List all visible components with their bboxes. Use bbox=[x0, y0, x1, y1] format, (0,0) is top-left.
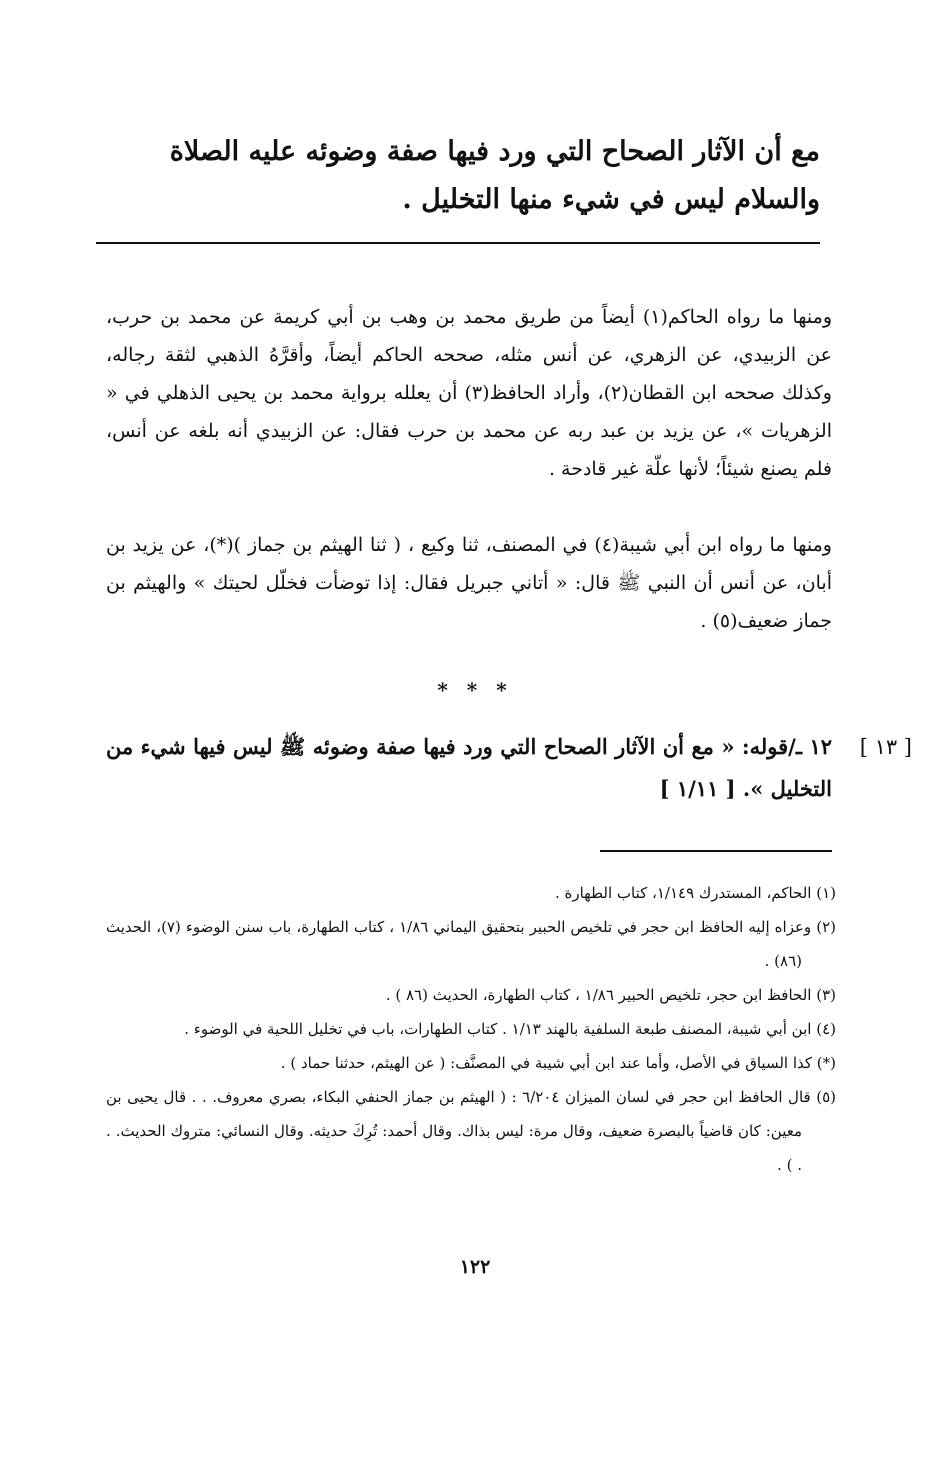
entry-quote: ١٢ ـ/قوله: « مع أن الآثار الصحاح التي ورد فيها صفة وضوئه ﷺ ليس فيها شيء من التخليل ». [ ١/١١ ] bbox=[106, 734, 832, 801]
header-divider bbox=[96, 242, 820, 244]
running-header: مع أن الآثار الصحاح التي ورد فيها صفة وضوئه عليه الصلاة والسلام ليس في شيء منها التخليل . bbox=[169, 136, 820, 215]
body-paragraph: ومنها ما رواه الحاكم(١) أيضاً من طريق محمد بن وهب بن أبي كريمة عن محمد بن حرب، عن الزبيدي، عن الزهري، عن أنس مثله، صححه الحاكم أيضاً، وأقرَّهُ الذهبي لثقة رجاله، وكذلك صححه ابن القطان(٢)، وأراد الحافظ(٣) أن يعلله برواية محمد بن يحيى الذهلي في « الزهريات »، عن يزيد بن عبد ربه عن محمد بن حرب فقال: عن الزبيدي أنه بلغه عن أنس، فلم يصنع شيئاً؛ لأنها علّة غير قادحة . bbox=[106, 306, 832, 480]
section-separator: * * * bbox=[437, 678, 513, 702]
footnote-divider bbox=[600, 850, 832, 852]
body-paragraph: ومنها ما رواه ابن أبي شيبة(٤) في المصنف، ثنا وكيع ، ( ثنا الهيثم بن جماز )(*)، عن يزيد بن أبان، عن أنس أن النبي ﷺ قال: « أتاني جبريل فقال: إذا توضأت فخلّل لحيتك » والهيثم بن جماز ضعيف(٥) . bbox=[106, 534, 832, 632]
entry-number: [ ١٣ ] bbox=[859, 735, 912, 759]
footnote: (١) الحاكم، المستدرك ١/١٤٩، كتاب الطهارة . bbox=[554, 884, 836, 902]
footnote: (٣) الحافظ ابن حجر، تلخيص الحبير ١/٨٦ ، كتاب الطهارة، الحديث (٨٦ ) . bbox=[385, 986, 836, 1004]
page-number: ١٢٢ bbox=[459, 1256, 491, 1278]
footnote: (٢) وعزاه إليه الحافظ ابن حجر في تلخيص الحبير بتحقيق اليماني ١/٨٦ ، كتاب الطهارة، باب سنن الوضوء (٧)، الحديث (٨٦) . bbox=[106, 918, 836, 970]
footnotes bbox=[106, 876, 836, 1182]
footnote: (*) كذا السياق في الأصل، وأما عند ابن أبي شيبة في المصنَّف: ( عن الهيثم، حدثنا حماد ) . bbox=[280, 1054, 836, 1072]
footnote: (٥) قال الحافظ ابن حجر في لسان الميزان ٦/٢٠٤ : ( الهيثم بن جماز الحنفي البكاء، بصري معروف. . . قال يحيى بن معين: كان قاضياً بالبصرة ضعيف، وقال مرة: ليس بذاك. وقال أحمد: تُرِكَ حديثه. وقال النسائي: متروك الحديث. . . ) . bbox=[106, 1088, 836, 1174]
footnote: (٤) ابن أبي شيبة، المصنف طبعة السلفية بالهند ١/١٣ . كتاب الطهارات، باب في تخليل اللحية في الوضوء . bbox=[184, 1020, 836, 1038]
